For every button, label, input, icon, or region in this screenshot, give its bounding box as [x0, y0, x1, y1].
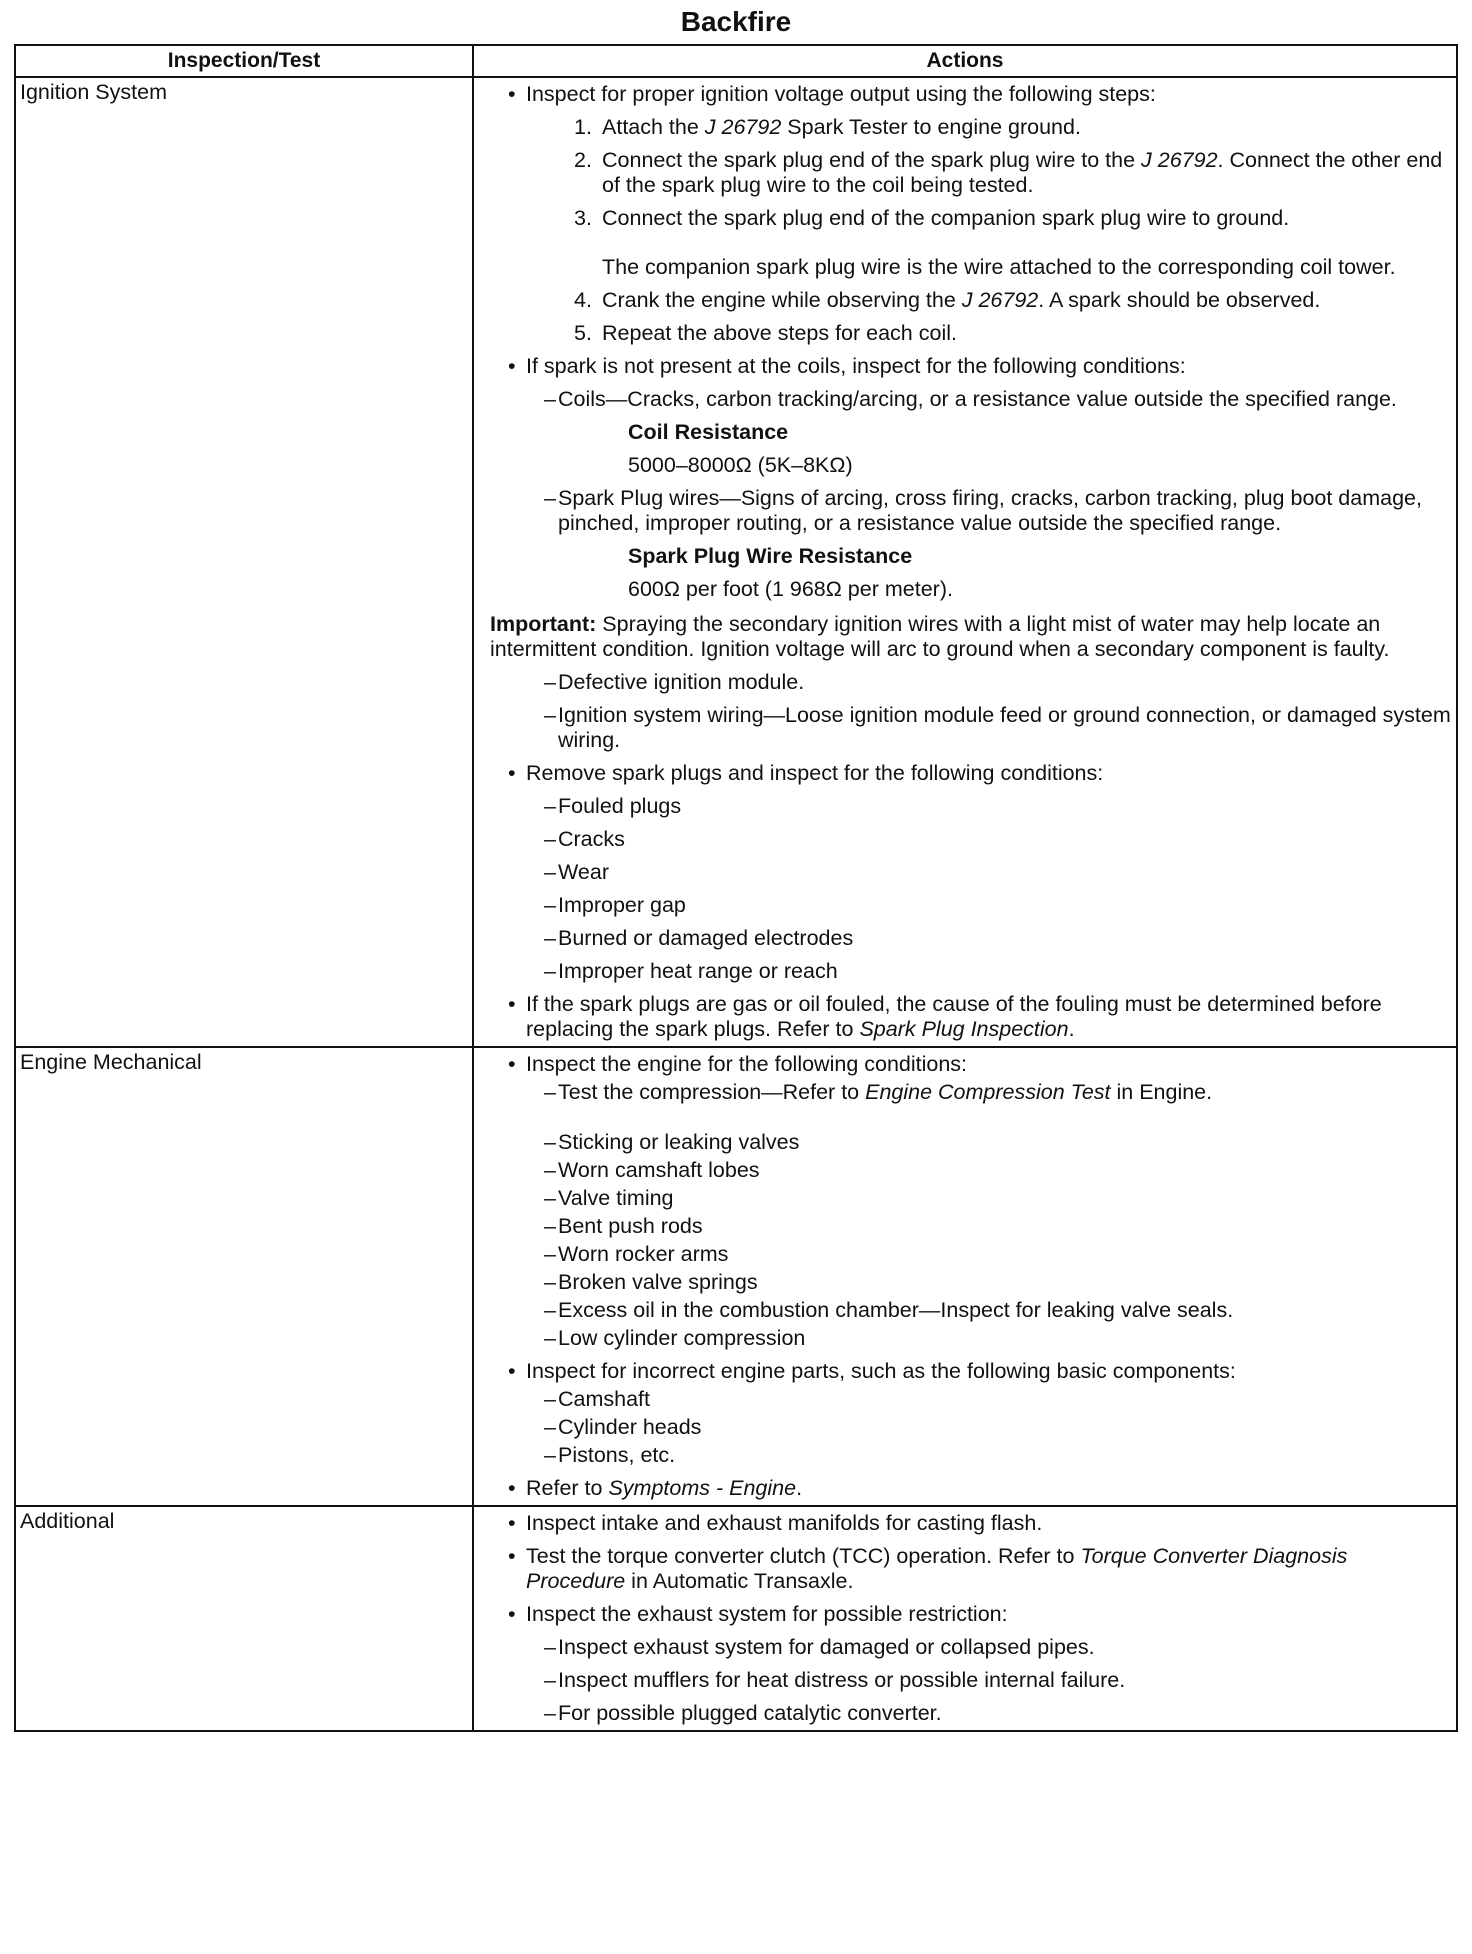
procedure-ref: Torque Converter Diagnosis Procedure — [526, 1544, 1348, 1593]
list-item: – Cylinder heads — [478, 1415, 1452, 1440]
condition-ignition-wiring: – Ignition system wiring—Loose ignition module feed or ground connection, or damaged system wiring. — [478, 703, 1452, 753]
tool-ref: J 26792 — [704, 115, 782, 139]
backfire-table — [14, 44, 1458, 1732]
step-3: 3. Connect the spark plug end of the companion spark plug wire to ground. — [574, 206, 1290, 230]
table-row-additional — [15, 1506, 1457, 1731]
bullet-exhaust-system: • Inspect the exhaust system for possible restriction: — [478, 1602, 1452, 1627]
important-label: Important: — [490, 612, 597, 636]
column-header-actions: Actions — [473, 45, 1457, 77]
list-item: – Valve timing — [478, 1186, 1452, 1211]
tool-ref: J 26792 — [1141, 148, 1218, 172]
list-item: – Fouled plugs — [478, 794, 1452, 819]
list-item: – Bent push rods — [478, 1214, 1452, 1239]
row-label-additional: Additional — [15, 1506, 473, 1731]
column-header-inspection: Inspection/Test — [15, 45, 473, 77]
list-item: – Improper gap — [478, 893, 1452, 918]
list-item: – Worn camshaft lobes — [478, 1158, 1452, 1183]
condition-ignition-module: – Defective ignition module. — [478, 670, 1452, 695]
list-item: – Sticking or leaking valves — [478, 1130, 1452, 1155]
step-5: 5. Repeat the above steps for each coil. — [574, 321, 957, 345]
list-item: – Improper heat range or reach — [478, 959, 1452, 984]
procedure-ref: Symptoms - Engine — [608, 1476, 797, 1500]
bullet-refer-symptoms: • Refer to Symptoms - Engine. — [478, 1476, 1452, 1501]
tool-ref: J 26792 — [961, 288, 1039, 312]
table-header-row — [15, 45, 1457, 77]
procedure-ref: Spark Plug Inspection — [859, 1017, 1069, 1041]
step-2: 2. Connect the spark plug end of the spark plug wire to the J 26792. Connect the other end of the spark plug wire to the coil being tested. — [574, 148, 1443, 197]
list-item: – Camshaft — [478, 1387, 1452, 1412]
bullet-remove-spark-plugs: • Remove spark plugs and inspect for the following conditions: — [478, 761, 1452, 786]
bullet-fouled-plugs: • If the spark plugs are gas or oil fouled, the cause of the fouling must be determined before replacing the spark plugs. Refer to Spark Plug Inspection. — [478, 992, 1452, 1042]
row-label-engine-mechanical: Engine Mechanical — [15, 1047, 473, 1506]
actions-cell-ignition — [473, 77, 1457, 1047]
list-item: – Burned or damaged electrodes — [478, 926, 1452, 951]
coil-resistance-heading: Coil Resistance — [628, 420, 789, 444]
bullet-manifolds: • Inspect intake and exhaust manifolds for casting flash. — [478, 1511, 1452, 1536]
page-title: Backfire — [680, 6, 792, 37]
wire-resistance-heading: Spark Plug Wire Resistance — [628, 544, 913, 568]
procedure-ref: Engine Compression Test — [865, 1080, 1111, 1104]
list-item: – Pistons, etc. — [478, 1443, 1452, 1468]
bullet-inspect-engine: • Inspect the engine for the following conditions: — [478, 1052, 1452, 1077]
important-note: Important: Spraying the secondary ignition wires with a light mist of water may help locate an intermittent condition. Ignition voltage will arc to ground when a secondary component is faulty. — [490, 612, 1390, 661]
actions-cell-engine — [473, 1047, 1457, 1506]
spacer — [478, 1105, 1452, 1127]
wire-resistance-value: 600Ω per foot (1 968Ω per meter). — [628, 577, 953, 601]
list-item: – Low cylinder compression — [478, 1326, 1452, 1351]
bullet-voltage-output: • Inspect for proper ignition voltage output using the following steps: — [478, 82, 1452, 107]
list-item: – Excess oil in the combustion chamber—Inspect for leaking valve seals. — [478, 1298, 1452, 1323]
list-item: – Wear — [478, 860, 1452, 885]
row-label-ignition-system: Ignition System — [15, 77, 473, 1047]
list-item: – Cracks — [478, 827, 1452, 852]
table-row-engine-mechanical — [15, 1047, 1457, 1506]
list-item: – For possible plugged catalytic converter. — [478, 1701, 1452, 1726]
condition-coils: – Coils—Cracks, carbon tracking/arcing, or a resistance value outside the specified range. — [478, 387, 1452, 412]
step-4: 4. Crank the engine while observing the J 26792. A spark should be observed. — [574, 288, 1321, 312]
bullet-tcc-operation: • Test the torque converter clutch (TCC) operation. Refer to Torque Converter Diagnosis Procedure in Automatic Transaxle. — [478, 1544, 1452, 1594]
list-item: – Inspect exhaust system for damaged or collapsed pipes. — [478, 1635, 1452, 1660]
coil-resistance-value: 5000–8000Ω (5K–8KΩ) — [628, 453, 853, 477]
bullet-spark-not-present: • If spark is not present at the coils, inspect for the following conditions: — [478, 354, 1452, 379]
step-3-note: The companion spark plug wire is the wire attached to the corresponding coil tower. — [602, 255, 1396, 279]
table-row-ignition-system — [15, 77, 1457, 1047]
condition-spark-plug-wires: – Spark Plug wires—Signs of arcing, cross firing, cracks, carbon tracking, plug boot damage, pinched, improper routing, or a resistance value outside the specified range. — [478, 486, 1452, 536]
step-1: 1. Attach the J 26792 Spark Tester to engine ground. — [574, 115, 1081, 139]
list-item: – Worn rocker arms — [478, 1242, 1452, 1267]
condition-compression: – Test the compression—Refer to Engine Compression Test in Engine. — [478, 1080, 1452, 1105]
actions-cell-additional — [473, 1506, 1457, 1731]
list-item: – Broken valve springs — [478, 1270, 1452, 1295]
list-item: – Inspect mufflers for heat distress or possible internal failure. — [478, 1668, 1452, 1693]
bullet-incorrect-parts: • Inspect for incorrect engine parts, such as the following basic components: — [478, 1359, 1452, 1384]
